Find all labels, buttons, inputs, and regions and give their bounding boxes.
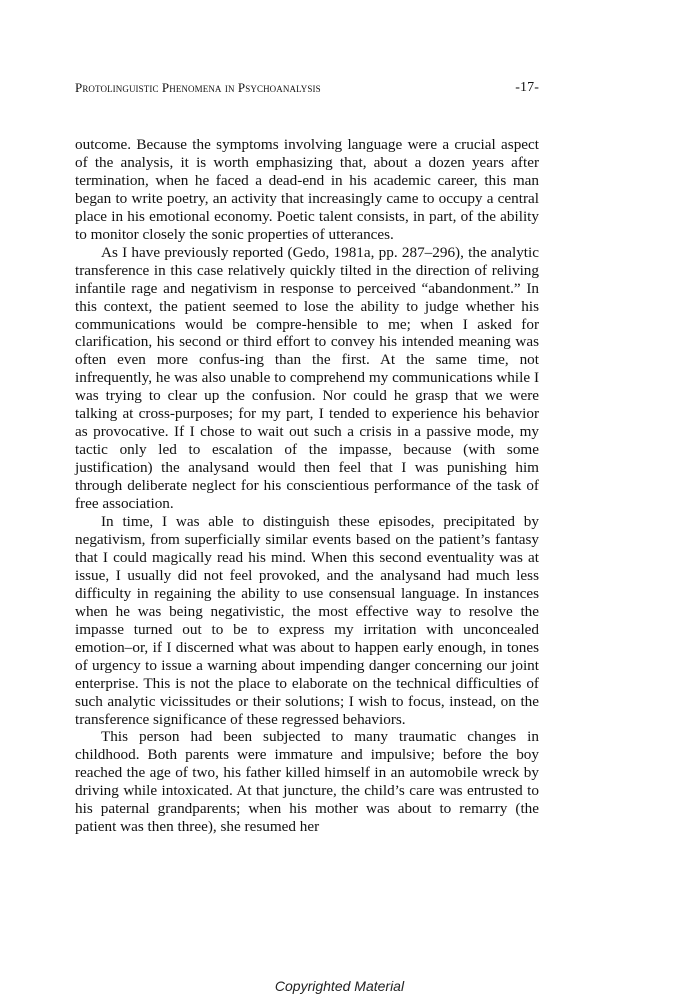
running-title: Protolinguistic Phenomena in Psychoanalysis [75, 80, 321, 95]
copyright-notice: Copyrighted Material [274, 978, 405, 994]
page-number: -17- [515, 80, 539, 95]
paragraph-3: In time, I was able to distinguish these episodes, precipitated by negativism, from superficially similar events based on the patient’s fantasy that I could magically read his mind. When this second eventuality was at issue, I usually did not feel provoked, and the analysand had much less difficulty in regaining the ability to use consensual language. In instances when he was being negativistic, the most effective way to resolve the impasse turned out to be to express my irritation with unconcealed emotion–or, if I discerned what was about to happen early enough, in tones of urgency to issue a warning about impending danger concerning our joint enterprise. This is not the place to elaborate on the technical difficulties of such analytic vicissitudes or their solutions; I wish to focus, instead, on the transference significance of these regressed behaviors. [75, 513, 539, 728]
paragraph-4: This person had been subjected to many traumatic changes in childhood. Both parents were immature and impulsive; before the boy reached the age of two, his father killed himself in an automobile wreck by driving while intoxicated. At that juncture, the child’s care was entrusted to his paternal grandparents; when his mother was about to remarry (the patient was then three), she resumed her [75, 728, 539, 836]
body-text [75, 136, 539, 836]
paragraph-2: As I have previously reported (Gedo, 1981a, pp. 287–296), the analytic transference in this case relatively quickly tilted in the direction of reliving infantile rage and negativism in response to perceived “abandonment.” In this context, the patient seemed to lose the ability to judge whether his communications would be compre-hensible to me; when I asked for clarification, his second or third effort to convey his intended meaning was often even more confus-ing than the first. At the same time, not infrequently, he was also unable to comprehend my communications while I was trying to clear up the confusion. Nor could he grasp that we were talking at cross-purposes; for my part, I tended to experience his behavior as provocative. If I chose to wait out such a crisis in a passive mode, my tactic only led to escalation of the impasse, because (with some justification) the analysand would then feel that I was punishing him through deliberate neglect for his conscientious performance of the task of free association. [75, 243, 539, 513]
running-head [75, 80, 539, 100]
paragraph-1: outcome. Because the symptoms involving language were a crucial aspect of the analysis, it is worth emphasizing that, about a dozen years after termination, when he faced a dead-end in his academic career, this man began to write poetry, an activity that increasingly came to occupy a central place in his emotional economy. Poetic talent consists, in part, of the ability to monitor closely the sonic properties of utterances. [75, 136, 539, 243]
